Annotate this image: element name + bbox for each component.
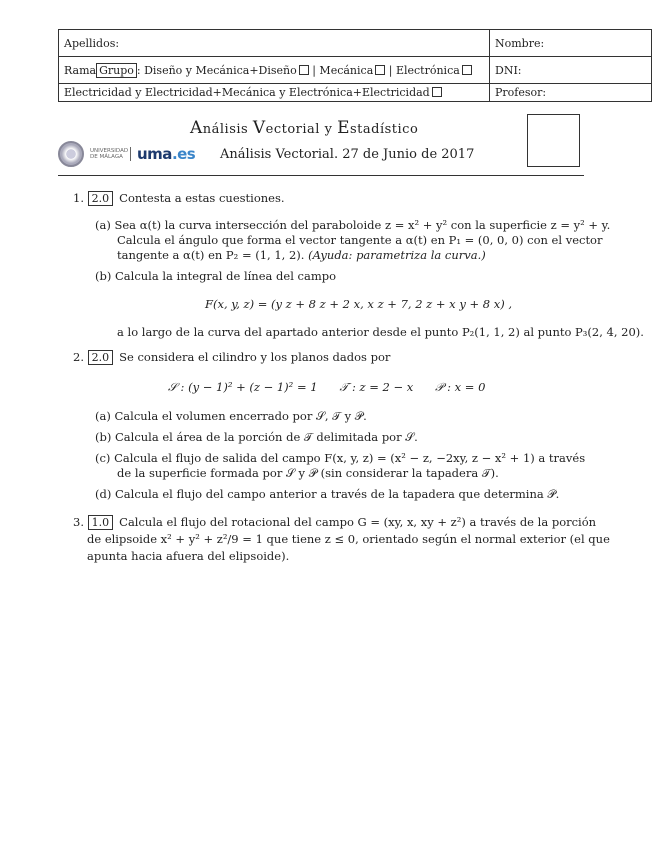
q1a-line1: (a) Sea α(t) la curva intersección del paraboloide z = x² + y² con la superficie z = y² + y. <box>95 218 611 232</box>
seal-icon <box>58 141 84 167</box>
university-logo <box>58 140 195 168</box>
q1-points: 2.0 <box>88 191 114 206</box>
logo-divider <box>130 147 131 161</box>
q2a: (a) Calcula el volumen encerrado por 𝒮, 𝒯 y 𝒫. <box>95 409 367 423</box>
checkbox-electricidad[interactable] <box>432 87 442 97</box>
q1a-hint: (Ayuda: parametriza la curva.) <box>308 248 486 262</box>
q2b: (b) Calcula el área de la porción de 𝒯 delimitada por 𝒮. <box>95 430 418 444</box>
exam-subtitle: Análisis Vectorial. 27 de Junio de 2017 <box>220 147 475 162</box>
q2c-line2: de la superficie formada por 𝒮 y 𝒫 (sin considerar la tapadera 𝒯). <box>117 466 499 480</box>
q2d: (d) Calcula el flujo del campo anterior a través de la tapadera que determina 𝒫. <box>95 487 560 501</box>
opcion-diseno: : Diseño y Mecánica+Diseño <box>136 63 297 77</box>
checkbox-diseno[interactable] <box>299 65 309 75</box>
q1-heading <box>73 191 285 205</box>
q1a-line2: Calcula el ángulo que forma el vector tangente a α(t) en P₁ = (0, 0, 0) con el vector <box>117 233 603 247</box>
q2-formula: 𝒮 : (y − 1)² + (z − 1)² = 1 𝒯 : z = 2 − x 𝒫 : x = 0 <box>168 380 486 394</box>
q1b-line1: (b) Calcula la integral de línea del campo <box>95 269 337 283</box>
q1-intro: Contesta a estas cuestiones. <box>119 191 285 205</box>
dni-field[interactable] <box>490 57 652 84</box>
q1b-line2: a lo largo de la curva del apartado anterior desde el punto P₂(1, 1, 2) al punto P₃(2, 4, 20). <box>117 325 644 339</box>
uma-logo: uma.es <box>137 145 196 163</box>
q2-number: 2. <box>73 350 84 364</box>
opcion-electronica: | Electrónica <box>388 63 460 77</box>
q3-line1: Calcula el flujo del rotacional del campo G = (xy, x, xy + z²) a través de la porción <box>119 515 597 529</box>
profesor-field[interactable] <box>490 84 652 102</box>
q2-heading <box>73 350 390 364</box>
title-divider <box>58 175 584 176</box>
rama-label: Rama <box>64 63 97 77</box>
exam-title: Análisis Vectorial y Estadístico <box>190 118 419 138</box>
q3-heading <box>73 515 596 529</box>
nombre-label: Nombre: <box>495 36 545 50</box>
grupo-label: Grupo <box>96 63 137 78</box>
q2-intro: Se considera el cilindro y los planos dados por <box>119 350 391 364</box>
university-name: UNIVERSIDAD DE MÁLAGA <box>90 148 129 160</box>
nombre-field[interactable] <box>490 30 652 57</box>
student-info-table <box>58 29 652 102</box>
apellidos-field[interactable] <box>59 30 490 57</box>
grade-box[interactable] <box>527 114 580 167</box>
q3-line3: apunta hacia afuera del elipsoide). <box>87 549 290 563</box>
q2c-line1: (c) Calcula el flujo de salida del campo F(x, y, z) = (x² − z, −2xy, z − x² + 1) a través <box>95 451 586 465</box>
q3-points: 1.0 <box>88 515 114 530</box>
q2-points: 2.0 <box>88 350 114 365</box>
q1b-formula: F(x, y, z) = (y z + 8 z + 2 x, x z + 7, 2 z + x y + 8 x) , <box>205 297 513 311</box>
checkbox-electronica[interactable] <box>462 65 472 75</box>
checkbox-mecanica[interactable] <box>375 65 385 75</box>
opcion-mecanica: | Mecánica <box>312 63 374 77</box>
q3-line2: de elipsoide x² + y² + z²/9 = 1 que tiene z ≤ 0, orientado según el normal exterior (el que <box>87 532 610 546</box>
rama-grupo-field-2 <box>59 84 490 102</box>
opcion-electricidad: Electricidad y Electricidad+Mecánica y Electrónica+Electricidad <box>64 86 430 99</box>
dni-label: DNI: <box>495 63 522 77</box>
q1-number: 1. <box>73 191 84 205</box>
q1a-line3: tangente a α(t) en P₂ = (1, 1, 2). (Ayuda: parametriza la curva.) <box>117 248 486 262</box>
rama-grupo-field <box>59 57 490 84</box>
apellidos-label: Apellidos: <box>64 36 120 50</box>
profesor-label: Profesor: <box>495 86 547 99</box>
q3-number: 3. <box>73 515 84 529</box>
